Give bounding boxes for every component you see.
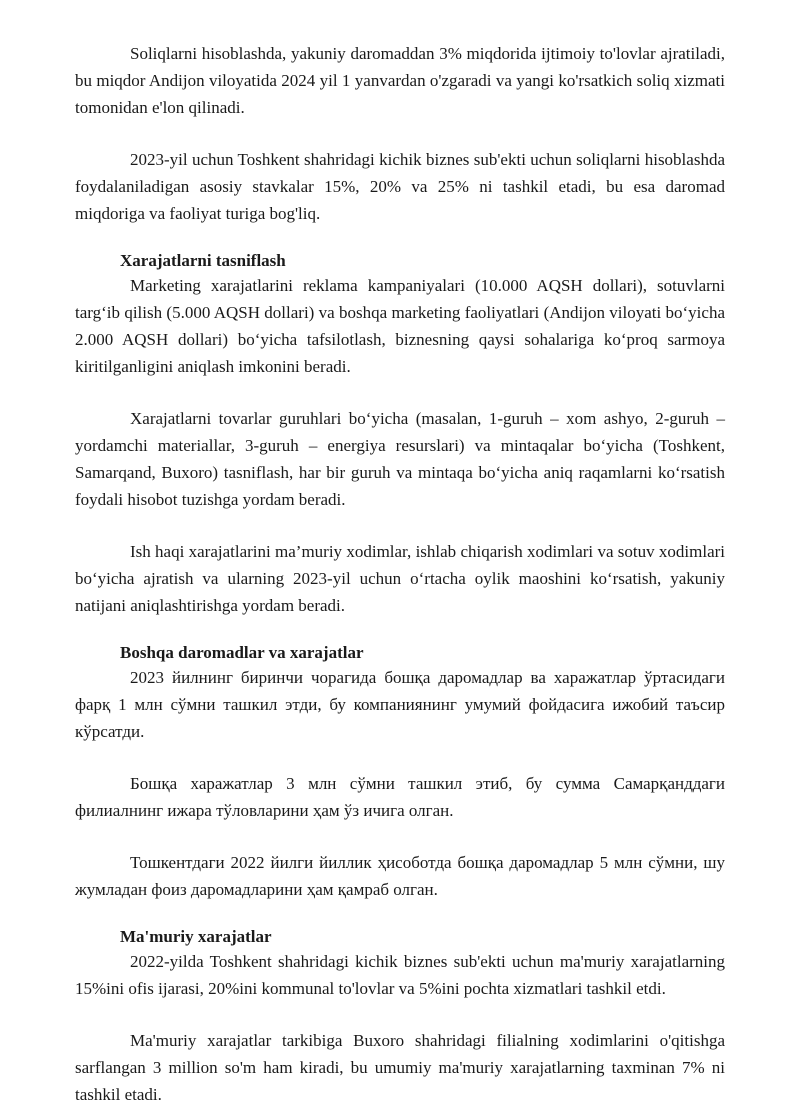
paragraph-tax-rates: 2023-yil uchun Toshkent shahridagi kichik biznes sub'ekti uchun soliqlarni hisoblashda foydalaniladigan asosiy stavkalar 15%, 20% va 25% ni tashkil etadi, bu esa daromad miqdoriga va faoliyat turiga bog'liq. — [75, 150, 725, 223]
paragraph-goods-groups: Xarajatlarni tovarlar guruhlari bo‘yicha (masalan, 1-guruh – xom ashyo, 2-guruh – yordamchi materiallar, 3-guruh – energiya resurslari) va mintaqalar bo‘yicha (Toshkent, Samarqand, Buxoro) tasniflash, har bir guruh va mintaqa bo‘yicha aniq raqamlarni ko‘rsatish foydali hisobot tuzishga yordam beradi. — [75, 409, 725, 509]
paragraph-social-payments: Soliqlarni hisoblashda, yakuniy daromaddan 3% miqdorida ijtimoiy to'lovlar ajratiladi, bu miqdor Andijon viloyatida 2024 yil 1 yanvardan o'zgaradi va yangi ko'rsatkich soliq xizmati tomonidan e'lon qilinadi. — [75, 44, 725, 117]
paragraph-other-expenses: Бошқа харажатлар 3 млн сўмни ташкил этиб, бу сумма Самарқанддаги филиалнинг ижара тўловларини ҳам ўз ичига олган. — [75, 774, 725, 820]
heading-expense-classification: Xarajatlarni tasniflash — [120, 251, 286, 270]
paragraph-q1-difference: 2023 йилнинг биринчи чорагида бошқа даромадлар ва харажатлар ўртасидаги фарқ 1 млн сўмни ташкил этди, бу компаниянинг умумий фойдасига ижобий таъсир кўрсатди. — [75, 668, 725, 741]
paragraph-admin-breakdown: 2022-yilda Toshkent shahridagi kichik biznes sub'ekti uchun ma'muriy xarajatlarning 15%ini ofis ijarasi, 20%ini kommunal to'lovlar va 5%ini pochta xizmatlari tashkil etdi. — [75, 952, 725, 998]
document-page — [75, 40, 725, 1108]
paragraph-marketing-expenses: Marketing xarajatlarini reklama kampaniyalari (10.000 AQSH dollari), sotuvlarni targ‘ib qilish (5.000 AQSH dollari) va boshqa marketing faoliyatlari (Andijon viloyati bo‘yicha 2.000 AQSH dollari) bo‘yicha tafsilotlash, biznesning qaysi sohalariga ko‘proq sarmoya kiritilganligini aniqlash imkonini beradi. — [75, 276, 725, 376]
heading-other-income-expenses: Boshqa daromadlar va xarajatlar — [120, 643, 364, 662]
heading-administrative-expenses: Ma'muriy xarajatlar — [120, 927, 272, 946]
paragraph-admin-training: Ma'muriy xarajatlar tarkibiga Buxoro shahridagi filialning xodimlarini o'qitishga sarflangan 3 million so'm ham kiradi, bu umumiy ma'muriy xarajatlarning taxminan 7% ni tashkil etadi. — [75, 1031, 725, 1104]
paragraph-salary-expenses: Ish haqi xarajatlarini ma’muriy xodimlar, ishlab chiqarish xodimlari va sotuv xodimlari bo‘yicha ajratish va ularning 2023-yil uchun o‘rtacha oylik maoshini ko‘rsatish, yakuniy natijani aniqlashtirishga yordam beradi. — [75, 542, 725, 615]
paragraph-annual-report: Тошкентдаги 2022 йилги йиллик ҳисоботда бошқа даромадлар 5 млн сўмни, шу жумладан фоиз даромадларини ҳам қамраб олган. — [75, 853, 725, 899]
